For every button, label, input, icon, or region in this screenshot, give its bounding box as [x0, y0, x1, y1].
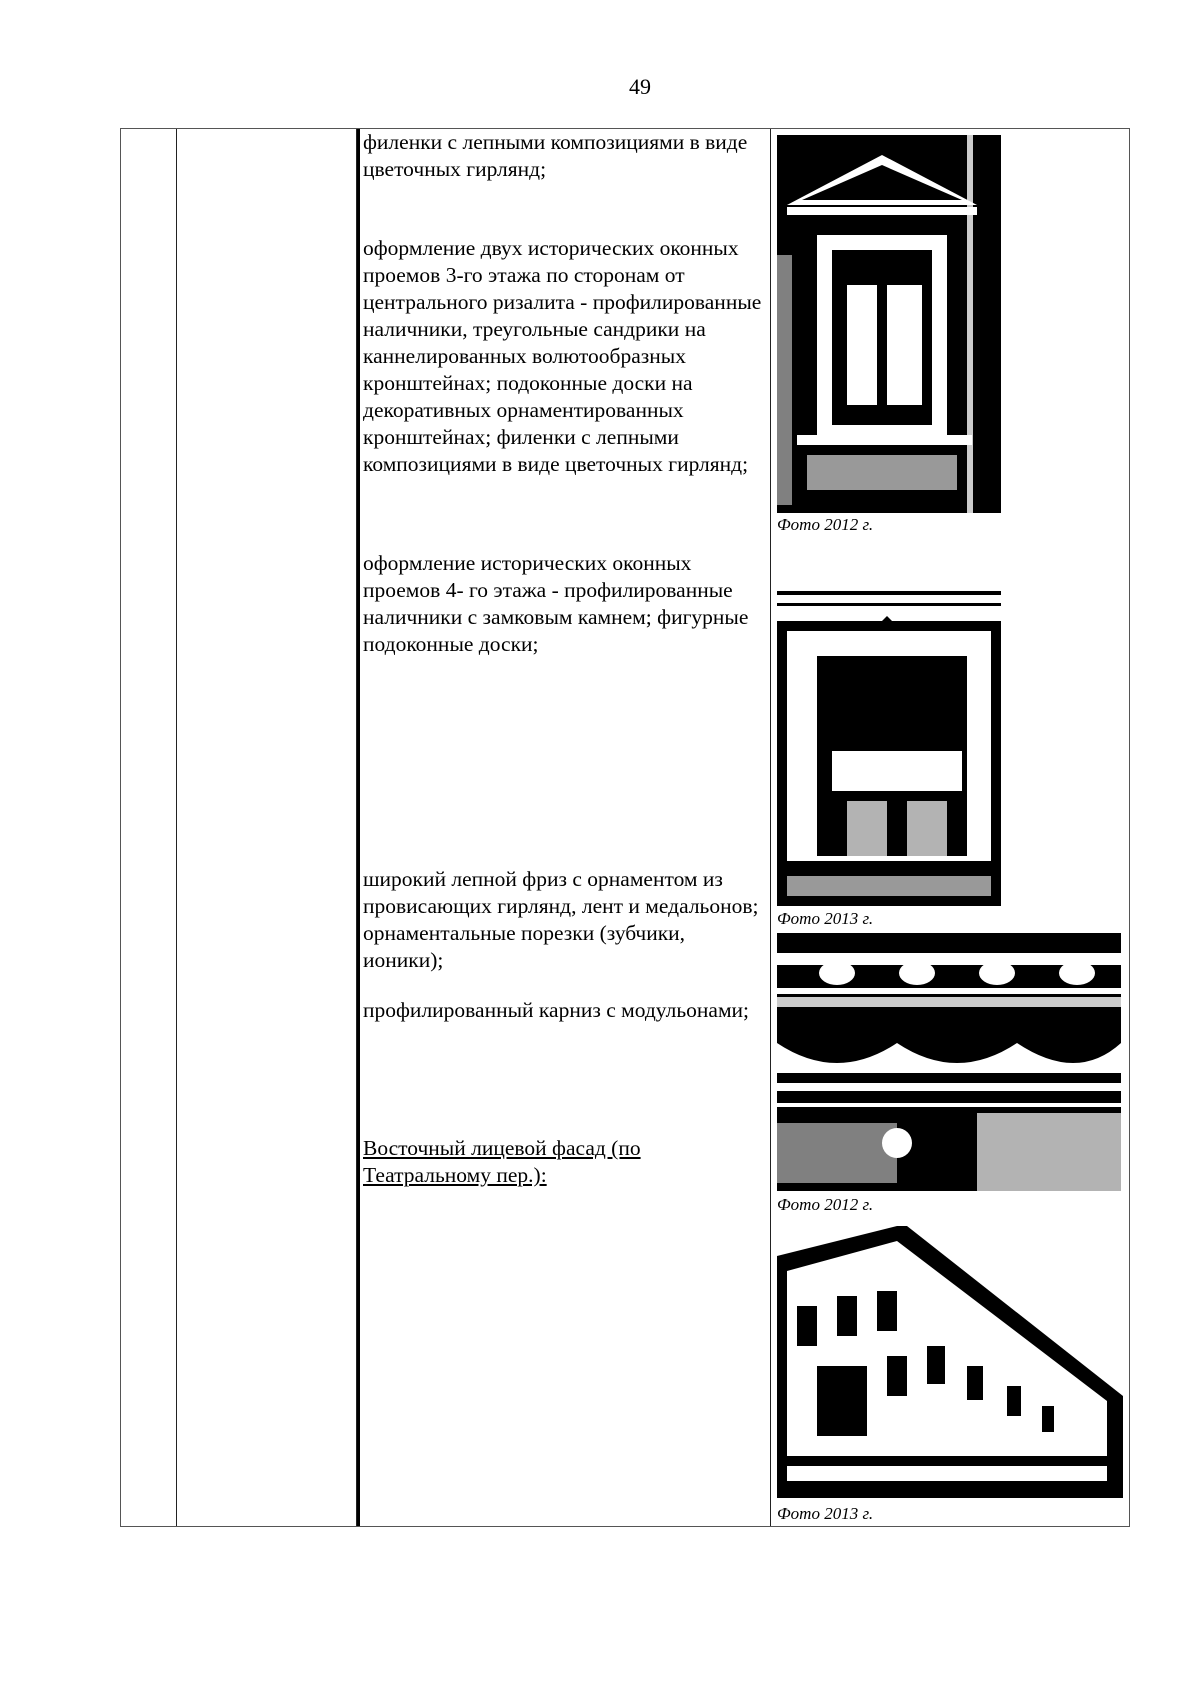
column-divider-1: [176, 129, 177, 1526]
photo-window-3rd-floor: [777, 135, 1001, 513]
photo-east-facade: [777, 1226, 1123, 1498]
section-heading-east-facade: Восточный лицевой фасад (по Театральному пер.):: [363, 1136, 641, 1187]
description-item-2: оформление двух исторических оконных проемов 3-го этажа по сторонам от центрального ризалита - профилированные наличники, треугольные сандрики на каннелированных волютообразных кронштейнах; подоконные доски на декоративных орнаментированных кронштейнах; филенки с лепными композициями в виде цветочных гирлянд;: [363, 236, 762, 476]
column-divider-3: [357, 129, 360, 1526]
photo-frieze-cornice: [777, 933, 1121, 1191]
description-item-1: филенки с лепными композициями в виде цветочных гирлянд;: [363, 130, 748, 181]
photo-caption-2: Фото 2013 г.: [777, 909, 874, 928]
photo-caption-3: Фото 2012 г.: [777, 1195, 874, 1214]
description-item-4: широкий лепной фриз с орнаментом из провисающих гирлянд, лент и медальонов; орнаментальные порезки (зубчики, ионики);: [363, 867, 759, 972]
photo-caption-4: Фото 2013 г.: [777, 1504, 874, 1523]
page-number: 49: [629, 74, 651, 99]
column-divider-4: [770, 129, 771, 1526]
description-item-5: профилированный карниз с модульонами;: [363, 998, 750, 1022]
heritage-elements-table: [120, 128, 1130, 1527]
description-item-3: оформление исторических оконных проемов 4- го этажа - профилированные наличники с замковым камнем; фигурные подоконные доски;: [363, 551, 749, 656]
photo-caption-1: Фото 2012 г.: [777, 515, 874, 534]
photo-window-4th-floor: [777, 591, 1001, 906]
